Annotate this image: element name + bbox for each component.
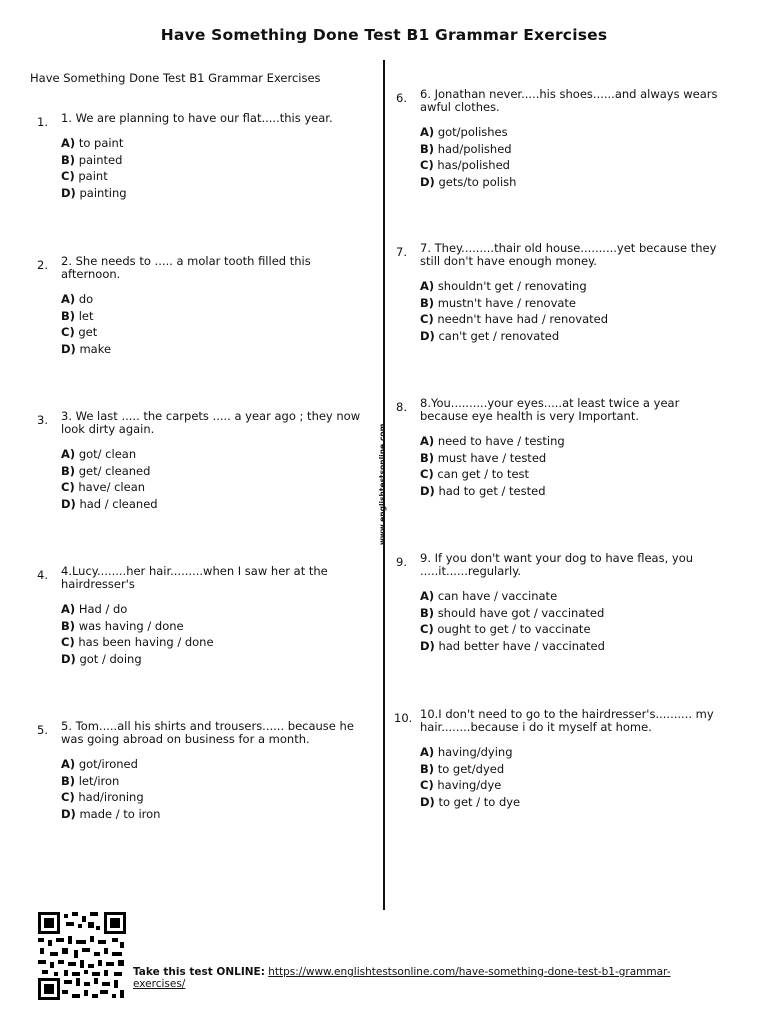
option-letter: D): [61, 651, 76, 666]
answer-option[interactable]: [420, 466, 730, 483]
option-letter: B): [61, 463, 76, 478]
question-text: 3. We last ..... the carpets ..... a year ago ; they now look dirty again.: [61, 409, 361, 436]
option-text: needn't have had / renovated: [437, 312, 609, 327]
answer-option[interactable]: [61, 773, 371, 790]
answer-option[interactable]: [61, 756, 371, 773]
option-letter: A): [61, 447, 76, 461]
answer-option[interactable]: [420, 605, 730, 622]
answer-options: [61, 756, 371, 822]
option-letter: C): [420, 778, 434, 793]
option-text: paint: [78, 169, 108, 184]
option-text: ought to get / to vaccinate: [437, 622, 591, 637]
option-letter: D): [420, 483, 435, 498]
option-letter: B): [420, 605, 435, 620]
answer-option[interactable]: [61, 185, 371, 202]
option-text: was having / done: [78, 618, 184, 633]
option-letter: B): [420, 141, 435, 156]
page-subtitle: Have Something Done Test B1 Grammar Exercises: [30, 71, 321, 85]
answer-options: [61, 446, 371, 512]
answer-option[interactable]: [61, 463, 371, 480]
answer-option[interactable]: [61, 324, 371, 341]
option-letter: C): [420, 467, 434, 482]
option-letter: A): [61, 136, 76, 150]
option-text: got/ clean: [78, 447, 137, 461]
option-text: make: [79, 341, 112, 356]
option-letter: B): [420, 295, 435, 310]
question-block: [37, 564, 371, 667]
answer-option[interactable]: [61, 308, 371, 325]
answer-option[interactable]: [420, 295, 730, 312]
option-text: have/ clean: [78, 480, 146, 495]
option-letter: B): [61, 618, 76, 633]
question-number: 8.: [396, 400, 407, 414]
question-number: 7.: [396, 245, 407, 259]
answer-option[interactable]: [61, 152, 371, 169]
option-letter: C): [420, 312, 434, 327]
option-text: had better have / vaccinated: [438, 638, 605, 653]
answer-option[interactable]: [420, 483, 730, 500]
answer-option[interactable]: [61, 601, 371, 618]
answer-option[interactable]: [420, 761, 730, 778]
option-letter: C): [420, 158, 434, 173]
option-text: shouldn't get / renovating: [437, 279, 587, 293]
side-watermark-text: www.englishtestsonline.com: [378, 423, 387, 545]
option-text: let/iron: [78, 773, 120, 788]
option-letter: B): [61, 308, 76, 323]
answer-options: [61, 135, 371, 201]
option-text: need to have / testing: [437, 434, 565, 448]
option-text: painted: [78, 152, 123, 167]
answer-option[interactable]: [420, 141, 730, 158]
answer-option[interactable]: [61, 135, 371, 152]
option-text: can't get / renovated: [438, 328, 560, 343]
answer-option[interactable]: [61, 168, 371, 185]
answer-option[interactable]: [61, 806, 371, 823]
footer: [133, 966, 693, 990]
footer-label: Take this test ONLINE:: [133, 966, 265, 978]
option-text: having/dye: [437, 778, 502, 793]
option-text: has been having / done: [78, 635, 214, 650]
answer-options: [420, 278, 730, 344]
question-block: [396, 87, 730, 190]
question-block: [396, 551, 730, 654]
answer-option[interactable]: [61, 634, 371, 651]
answer-options: [420, 433, 730, 499]
question-block: [37, 111, 371, 201]
question-block: [396, 241, 730, 344]
answer-option[interactable]: [420, 621, 730, 638]
question-text: 10.I don't need to go to the hairdresser's.......... my hair........because i do it myself at home.: [420, 707, 714, 734]
option-letter: A): [420, 434, 435, 448]
option-letter: D): [420, 794, 435, 809]
answer-option[interactable]: [420, 124, 730, 141]
question-text: 8.You..........your eyes.....at least twice a year because eye health is very Important.: [420, 396, 680, 423]
option-text: has/polished: [437, 158, 510, 173]
option-text: can get / to test: [437, 467, 530, 482]
question-text: 6. Jonathan never.....his shoes......and always wears awful clothes.: [420, 87, 718, 114]
question-number: 3.: [37, 413, 48, 427]
option-letter: C): [61, 169, 75, 184]
answer-options: [420, 124, 730, 190]
option-text: had to get / tested: [438, 483, 546, 498]
question-text: 7. They.........thair old house..........yet because they still don't have enough money.: [420, 241, 717, 268]
option-letter: B): [61, 152, 76, 167]
answer-option[interactable]: [61, 341, 371, 358]
option-letter: A): [420, 745, 435, 759]
answer-option[interactable]: [61, 651, 371, 668]
option-letter: B): [420, 761, 435, 776]
option-text: had / cleaned: [79, 496, 158, 511]
side-watermark: [378, 423, 387, 546]
option-text: do: [78, 292, 94, 306]
option-text: to get/dyed: [437, 761, 505, 776]
question-number: 5.: [37, 723, 48, 737]
option-letter: A): [61, 757, 76, 771]
option-letter: D): [61, 806, 76, 821]
answer-option[interactable]: [61, 496, 371, 513]
option-letter: C): [61, 480, 75, 495]
option-letter: B): [61, 773, 76, 788]
option-text: had/polished: [437, 141, 512, 156]
option-text: got / doing: [79, 651, 142, 666]
option-text: made / to iron: [79, 806, 161, 821]
option-letter: C): [420, 622, 434, 637]
option-letter: C): [61, 635, 75, 650]
question-text: 9. If you don't want your dog to have fleas, you .....it......regularly.: [420, 551, 694, 578]
qr-code-icon[interactable]: [38, 912, 126, 1000]
answer-options: [420, 588, 730, 654]
answer-option[interactable]: [61, 446, 371, 463]
option-text: to get / to dye: [438, 794, 521, 809]
option-text: get: [78, 325, 98, 340]
answer-option[interactable]: [420, 328, 730, 345]
option-text: can have / vaccinate: [437, 589, 558, 603]
option-letter: D): [420, 328, 435, 343]
question-text: 1. We are planning to have our flat.....this year.: [61, 111, 333, 125]
answer-option[interactable]: [420, 157, 730, 174]
option-text: got/ironed: [78, 757, 138, 771]
test-online-link-line1: https://www.englishtestsonline.com/have-something-done-test-b1-grammar-: [268, 966, 671, 978]
option-text: should have got / vaccinated: [437, 605, 605, 620]
answer-option[interactable]: [61, 479, 371, 496]
question-text: 2. She needs to ..... a molar tooth filled this afternoon.: [61, 254, 311, 281]
question-number: 4.: [37, 568, 48, 582]
answer-option[interactable]: [420, 588, 730, 605]
option-letter: A): [61, 292, 76, 306]
question-number: 1.: [37, 115, 48, 129]
question-block: [396, 396, 730, 499]
question-text: 5. Tom.....all his shirts and trousers...... because he was going abroad on business for a month.: [61, 719, 354, 746]
answer-option[interactable]: [420, 174, 730, 191]
answer-option[interactable]: [61, 618, 371, 635]
answer-options: [61, 291, 371, 357]
option-letter: D): [420, 174, 435, 189]
answer-option[interactable]: [61, 789, 371, 806]
option-text: must have / tested: [437, 450, 547, 465]
answer-options: [61, 601, 371, 667]
page-title: Have Something Done Test B1 Grammar Exercises: [160, 26, 608, 44]
option-text: had/ironing: [78, 790, 144, 805]
option-letter: A): [420, 125, 435, 139]
question-block: [37, 409, 371, 512]
answer-option[interactable]: [420, 794, 730, 811]
answer-option[interactable]: [420, 278, 730, 295]
answer-option[interactable]: [61, 291, 371, 308]
answer-option[interactable]: [420, 433, 730, 450]
option-letter: C): [61, 790, 75, 805]
answer-option[interactable]: [420, 638, 730, 655]
option-text: mustn't have / renovate: [437, 295, 577, 310]
answer-option[interactable]: [420, 450, 730, 467]
option-text: to paint: [78, 136, 124, 150]
option-text: gets/to polish: [438, 174, 517, 189]
option-letter: C): [61, 325, 75, 340]
option-letter: D): [61, 341, 76, 356]
question-block: [394, 707, 730, 810]
question-text: 4.Lucy........her hair.........when I saw her at the hairdresser's: [61, 564, 328, 591]
option-text: get/ cleaned: [78, 463, 151, 478]
option-letter: D): [420, 638, 435, 653]
answer-option[interactable]: [420, 744, 730, 761]
option-letter: D): [61, 185, 76, 200]
question-block: [37, 719, 371, 822]
option-text: got/polishes: [437, 125, 508, 139]
option-text: let: [78, 308, 94, 323]
option-text: painting: [79, 185, 127, 200]
option-letter: B): [420, 450, 435, 465]
option-letter: A): [420, 279, 435, 293]
question-number: 2.: [37, 258, 48, 272]
question-number: 9.: [396, 555, 407, 569]
answer-option[interactable]: [420, 311, 730, 328]
test-online-link-line2: exercises/: [133, 978, 186, 990]
answer-options: [420, 744, 730, 810]
question-number: 6.: [396, 91, 407, 105]
question-number: 10.: [394, 711, 413, 725]
option-letter: A): [420, 589, 435, 603]
option-letter: D): [61, 496, 76, 511]
question-block: [37, 254, 371, 357]
option-text: having/dying: [437, 745, 513, 759]
option-letter: A): [61, 602, 76, 616]
answer-option[interactable]: [420, 777, 730, 794]
option-text: Had / do: [78, 602, 128, 616]
